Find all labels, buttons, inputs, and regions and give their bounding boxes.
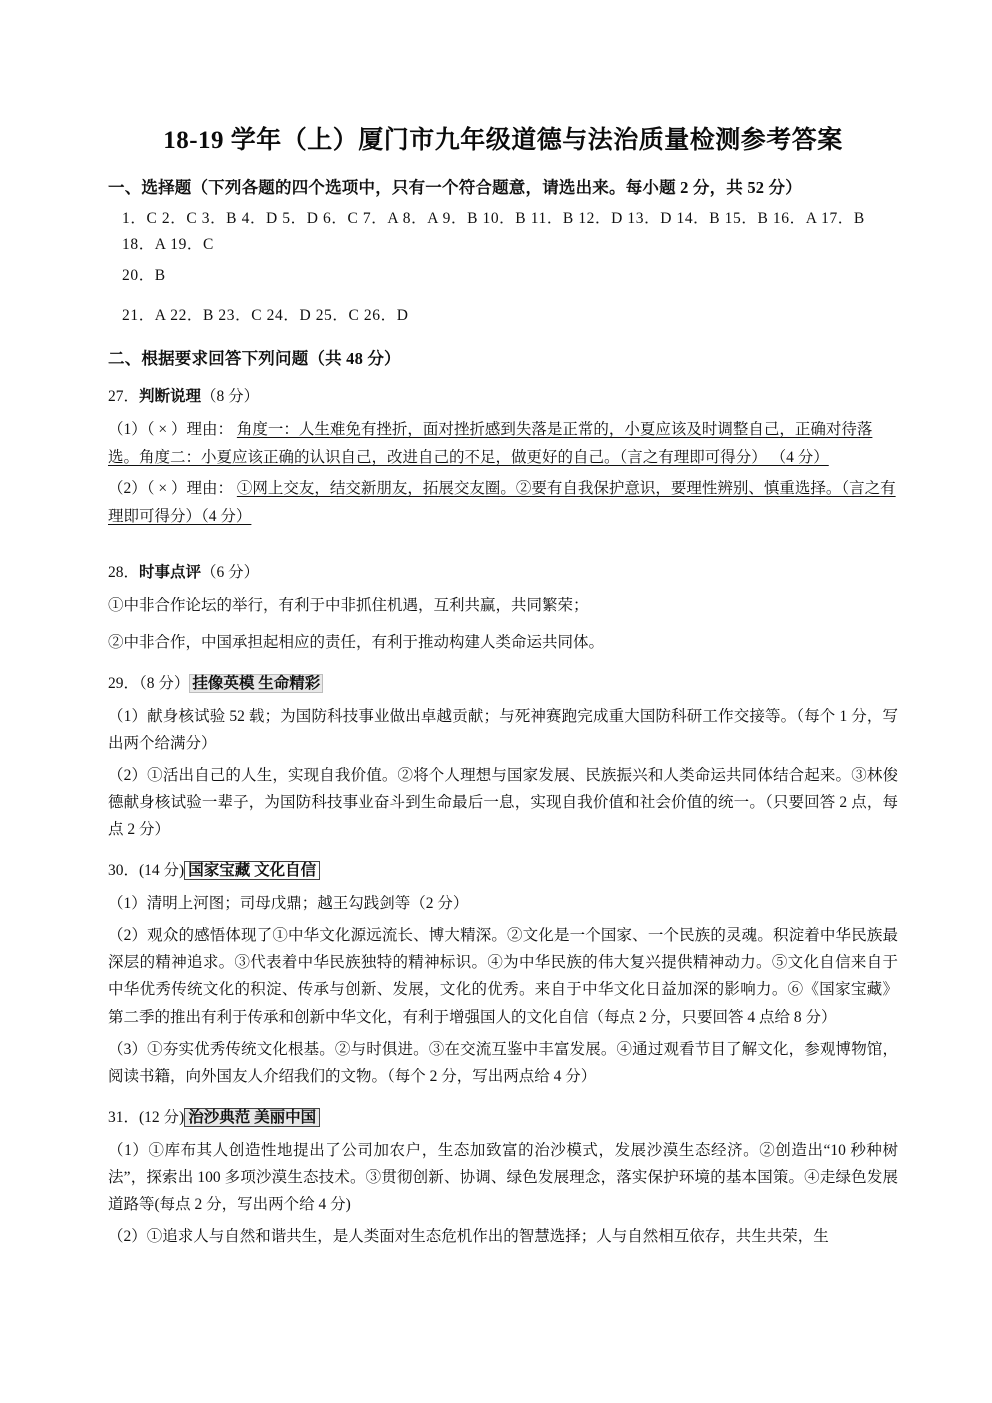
question-29-number: 29．（8 分） — [108, 674, 190, 692]
section-heading-short-answer: 二、根据要求回答下列问题（共 48 分） — [108, 349, 401, 369]
question-27-number: 27． — [108, 388, 140, 406]
question-30-title: 国家宝藏 文化自信 — [184, 861, 320, 880]
question-30-part-1: （1）清明上河图；司母戊鼎；越王勾践剑等（2 分） — [108, 895, 469, 912]
section-heading-choice: 一、选择题（下列各题的四个选项中，只有一个符合题意，请选出来。每小题 2 分，共 52 分） — [108, 178, 802, 197]
question-31-heading — [108, 1106, 898, 1131]
question-28-line-1: ①中非合作论坛的举行，有利于中非抓住机遇，互利共赢，共同繁荣； — [108, 596, 589, 614]
question-30-part-3: （3）①夯实优秀传统文化根基。②与时俱进。③在交流互鉴中丰富发展。④通过观看节目了解文化，参观博物馆，阅读书籍，向外国友人介绍我们的文物。（每个 2 分，写出两点给 4 分） — [108, 1040, 898, 1085]
question-27-item-1-prefix: （1）（ × ）理由： — [108, 421, 233, 439]
question-27-item-2-prefix: （2）（ × ）理由： — [108, 479, 233, 497]
question-30-part-2: （2）观众的感悟体现了①中华文化源远流长、博大精深。②文化是一个国家、一个民族的灵魂。积淀着中华民族最深层的精神追求。③代表着中华民族独特的精神标识。④为中华民族的伟大复兴提供精神动力。⑤文化自信来自于中华优秀传统文化的积淀、传承与创新、发展，文化的优秀。来自于中华文化日益加深的影响力。⑥《国家宝藏》第二季的推出有利于传承和创新中华文化，有利于增强国人的文化自信（每点 2 分，只要回答 4 点给 8 分） — [108, 927, 898, 1026]
question-31-part-2: （2）①追求人与自然和谐共生，是人类面对生态危机作出的智慧选择；人与自然相互依存，共生共荣，生 — [108, 1228, 829, 1246]
question-27-item-2 — [108, 475, 898, 531]
question-27-item-1 — [108, 416, 898, 472]
question-27-heading — [108, 385, 898, 410]
question-31-part-1: （1）①库布其人创造性地提出了公司加农户，生态加致富的治沙模式，发展沙漠生态经济。②创造出“10 秒种树法”，探索出 100 多项沙漠生态技术。③贯彻创新、协调、绿色发展理念，落实保护环境的基本国策。④走绿色发展道路等(每点 2 分，写出两个给 4 分) — [108, 1141, 898, 1213]
page-title: 18-19 学年（上）厦门市九年级道德与法治质量检测参考答案 — [163, 127, 843, 154]
question-29-heading — [108, 672, 898, 697]
question-27-score: （8 分） — [201, 388, 260, 406]
question-31-title: 治沙典范 美丽中国 — [184, 1108, 320, 1127]
question-29-title: 挂像英模 生命精彩 — [189, 674, 323, 693]
question-27-item-1-answer: 角度一：人生难免有挫折，面对挫折感到失落是正常的，小夏应该及时调整自己，正确对待落选。角度二：小夏应该正确的认识自己，改进自己的不足，做更好的自己。（言之有理即可得分） （4 分） — [108, 421, 873, 467]
question-27-title: 判断说理 — [139, 388, 202, 406]
answer-line-3: 21．A 22．B 23．C 24．D 25．C 26．D — [122, 307, 409, 325]
question-28-score: （6 分） — [201, 563, 260, 581]
answer-line-2: 20．B — [122, 266, 166, 284]
question-30-heading — [108, 859, 898, 884]
question-28-title: 时事点评 — [139, 563, 202, 581]
question-28-number: 28． — [108, 563, 140, 581]
answer-line-1: 1．C 2．C 3．B 4．D 5．D 6．C 7．A 8．A 9．B 10．B 11．B 12．D 13．D 14．B 15．B 16．A 17．B 18．A 19．C — [122, 210, 865, 254]
question-30-number: 30．(14 分) — [108, 862, 185, 880]
question-27-item-2-answer: ①网上交友，结交新朋友，拓展交友圈。②要有自我保护意识，要理性辨别、慎重选择。（言之有理即可得分）（4 分） — [108, 479, 896, 525]
question-28-heading — [108, 561, 898, 586]
question-29-part-2: （2）①活出自己的人生，实现自我价值。②将个人理想与国家发展、民族振兴和人类命运共同体结合起来。③林俊德献身核试验一辈子，为国防科技事业奋斗到生命最后一息，实现自我价值和社会价值的统一。（只要回答 2 点，每点 2 分） — [108, 766, 898, 839]
question-31-number: 31．(12 分) — [108, 1108, 185, 1126]
document-content — [108, 120, 898, 1255]
question-28-line-2: ②中非合作，中国承担起相应的责任，有利于推动构建人类命运共同体。 — [108, 633, 605, 651]
question-29-part-1: （1）献身核试验 52 载；为国防科技事业做出卓越贡献；与死神赛跑完成重大国防科研工作交接等。（每个 1 分，写出两个给满分） — [108, 707, 898, 752]
